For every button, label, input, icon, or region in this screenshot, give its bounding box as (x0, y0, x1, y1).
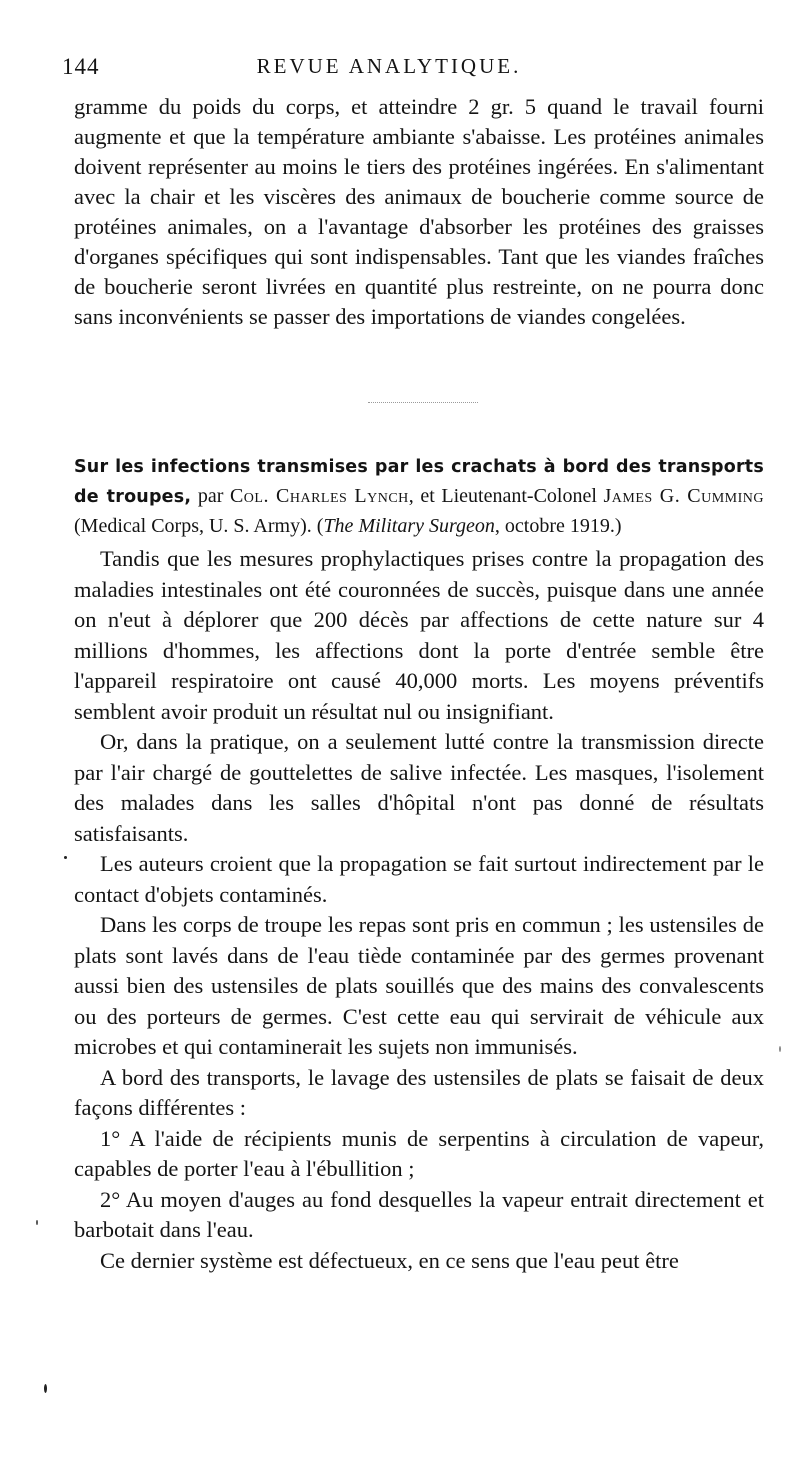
author-name: Col. Charles Lynch (229, 485, 409, 507)
byline-connector: , et Lieutenant-Colonel (408, 485, 597, 507)
body-paragraph: 1° A l'aide de récipients munis de serpentins à circulation de vapeur, capables de porter l'eau à l'ébullition ; (74, 1125, 764, 1181)
article-title: Sur les infections transmises par les crachats à bord des transports de troupes, (74, 457, 764, 507)
byline-par: par (197, 485, 224, 507)
publication-date: , octobre 1919.) (494, 515, 622, 537)
article-heading (74, 452, 764, 541)
scan-speck (64, 856, 67, 859)
body-paragraph: Tandis que les mesures prophylactiques prises contre la propagation des maladies intestinales ont été couronnées de succès, puisque dans une année on n'eut à déplorer que 200 décès par affections de cette nature sur 4 millions d'hommes, les affections dont la porte d'entrée semble être l'appareil respiratoire ont causé 40,000 morts. Les moyens préventifs semblent avoir produit un résultat nul ou insignifiant. (74, 546, 764, 724)
section-separator (368, 402, 478, 403)
continuation-paragraph: gramme du poids du corps, et atteindre 2 gr. 5 quand le travail fourni augmente et que la température ambiante s'abaisse. Les protéines animales doivent représenter au moins le tiers des protéines ingérées. En s'alimentant avec la chair et les viscères des animaux de boucherie comme source de protéines animales, on a l'avantage d'absorber les protéines des graisses d'organes spécifiques qui sont indispensables. Tant que les viandes fraîches de boucherie seront livrées en quantité plus restreinte, on ne pourra donc sans inconvénients se passer des importations de viandes congelées. (74, 94, 764, 329)
running-head: REVUE ANALYTIQUE. (256, 54, 522, 78)
body-paragraph: Les auteurs croient que la propagation se fait surtout indirectement par le contact d'objets contaminés. (74, 851, 764, 907)
author-affiliation: (Medical Corps, U. S. Army). (74, 515, 312, 537)
page-number: 144 (62, 54, 100, 79)
source-open-paren: ( (316, 515, 324, 537)
body-paragraph: Dans les corps de troupe les repas sont pris en commun ; les ustensiles de plats sont lavés dans de l'eau tiède contaminée par des germes provenant aussi bien des ustensiles de plats souillés que des mains des convalescents ou des porteurs de germes. C'est cette eau qui servirait de véhicule aux microbes et qui contaminerait les sujets non immunisés. (74, 912, 764, 1059)
scan-speck (36, 1220, 38, 1225)
scan-speck (779, 1046, 781, 1052)
article-body (74, 544, 764, 1276)
journal-name: The Military Surgeon (323, 515, 495, 537)
scan-speck (44, 1384, 47, 1393)
body-paragraph: Ce dernier système est défectueux, en ce sens que l'eau peut être (100, 1247, 679, 1273)
body-paragraph: A bord des transports, le lavage des ustensiles de plats se faisait de deux façons différentes : (74, 1064, 764, 1120)
body-paragraph: Or, dans la pratique, on a seulement lutté contre la transmission directe par l'air chargé de gouttelettes de salive infectée. Les masques, l'isolement des malades dans les salles d'hôpital n'ont pas donné de résultats satisfaisants. (74, 729, 764, 846)
previous-article-continuation (74, 92, 764, 332)
page-header (62, 54, 764, 88)
body-paragraph: 2° Au moyen d'auges au fond desquelles la vapeur entrait directement et barbotait dans l'eau. (74, 1186, 764, 1242)
document-page (62, 0, 765, 1466)
author-name: James G. Cumming (603, 485, 765, 507)
